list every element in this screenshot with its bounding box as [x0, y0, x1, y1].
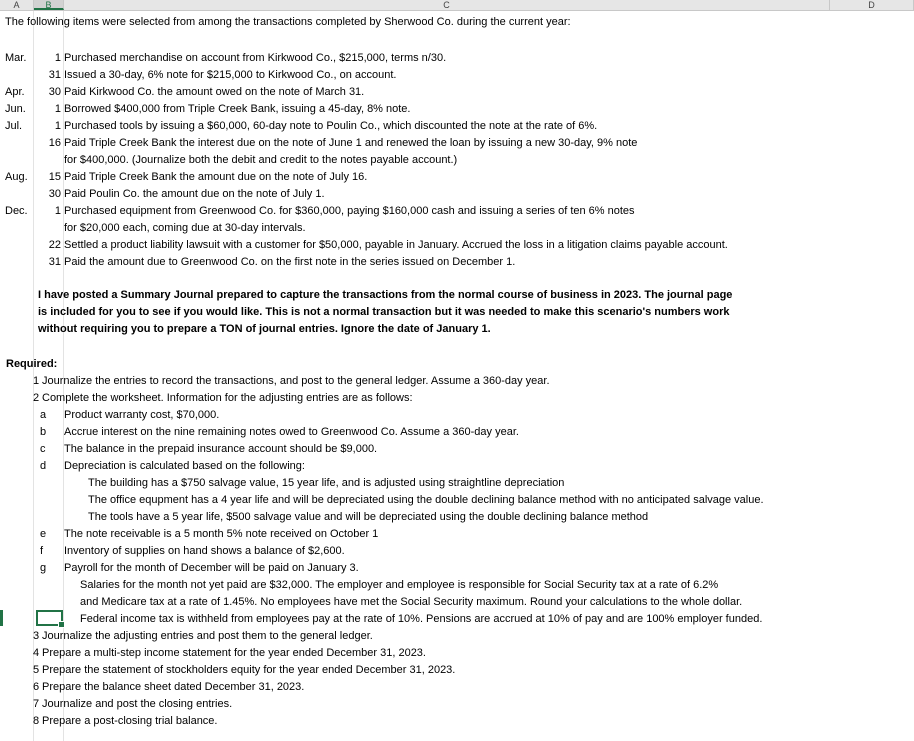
transaction-text: Purchased equipment from Greenwood Co. for $360,000, paying $160,000 cash and issuing a series of ten 6% notes	[64, 205, 635, 217]
adjustment-letter: d	[40, 460, 47, 472]
transaction-month: Dec.	[5, 205, 28, 217]
column-header-c[interactable]: C	[64, 0, 830, 10]
transaction-text: Paid Triple Creek Bank the interest due on the note of June 1 and renewed the loan by issuing a new 30-day, 9% note	[64, 137, 638, 149]
transaction-day: 1	[54, 52, 61, 64]
transaction-text: Borrowed $400,000 from Triple Creek Bank, issuing a 45-day, 8% note.	[64, 103, 411, 115]
transaction-text: Paid Poulin Co. the amount due on the note of July 1.	[64, 188, 325, 200]
step-text: Journalize the adjusting entries and post them to the general ledger.	[42, 630, 373, 642]
depreciation-detail: The building has a $750 salvage value, 15 year life, and is adjusted using straightline depreciation	[88, 477, 565, 489]
step-text: Prepare a multi-step income statement for the year ended December 31, 2023.	[42, 647, 426, 659]
adjustment-letter: a	[40, 409, 47, 421]
step-text: Complete the worksheet. Information for the adjusting entries are as follows:	[42, 392, 413, 404]
adjustment-text: The note receivable is a 5 month 5% note received on October 1	[64, 528, 379, 540]
adjustment-letter: f	[40, 545, 44, 557]
transaction-text: Paid the amount due to Greenwood Co. on the first note in the series issued on December 1.	[64, 256, 516, 268]
note-line: is included for you to see if you would like. This is not a normal transaction but it was needed to make this scenario's numbers work	[38, 306, 730, 318]
transaction-month: Apr.	[5, 86, 25, 98]
intro-text: The following items were selected from among the transactions completed by Sherwood Co. during the current year:	[5, 16, 571, 28]
transaction-day: 1	[54, 103, 61, 115]
transaction-day: 22	[48, 239, 61, 251]
transaction-month: Jun.	[5, 103, 26, 115]
transaction-text: Issued a 30-day, 6% note for $215,000 to Kirkwood Co., on account.	[64, 69, 397, 81]
transaction-month: Jul.	[5, 120, 23, 132]
transaction-day: 1	[54, 205, 61, 217]
active-cell-b[interactable]	[36, 610, 63, 626]
transaction-day: 31	[48, 256, 61, 268]
depreciation-detail: The tools have a 5 year life, $500 salvage value and will be depreciated using the double declining balance method	[88, 511, 649, 523]
step-text: Journalize the entries to record the transactions, and post to the general ledger. Assume a 360-day year.	[42, 375, 550, 387]
adjustment-text: Depreciation is calculated based on the following:	[64, 460, 305, 472]
step-number: 6	[33, 681, 40, 693]
adjustment-text: Inventory of supplies on hand shows a balance of $2,600.	[64, 545, 345, 557]
column-header-b[interactable]: B	[34, 0, 64, 10]
adjustment-letter: c	[40, 443, 46, 455]
adjustment-letter: g	[40, 562, 47, 574]
column-header-a[interactable]: A	[0, 0, 34, 10]
transaction-month: Mar.	[5, 52, 27, 64]
transaction-day: 1	[54, 120, 61, 132]
transaction-day: 30	[48, 188, 61, 200]
required-label: Required:	[6, 358, 58, 370]
transaction-day: 30	[48, 86, 61, 98]
adjustment-letter: b	[40, 426, 47, 438]
step-text: Prepare the statement of stockholders equity for the year ended December 31, 2023.	[42, 664, 456, 676]
transaction-day: 16	[48, 137, 61, 149]
depreciation-detail: The office equpment has a 4 year life and will be depreciated using the double declining balance method with no anticipated salvage value.	[88, 494, 764, 506]
transaction-text: for $400,000. (Journalize both the debit and credit to the notes payable account.)	[64, 154, 458, 166]
step-number: 5	[33, 664, 40, 676]
transaction-text: Purchased merchandise on account from Kirkwood Co., $215,000, terms n/30.	[64, 52, 447, 64]
column-header-bar	[0, 0, 914, 11]
transaction-text: Purchased tools by issuing a $60,000, 60-day note to Poulin Co., which discounted the note at the rate of 6%.	[64, 120, 598, 132]
step-text: Prepare the balance sheet dated December 31, 2023.	[42, 681, 305, 693]
step-text: Prepare a post-closing trial balance.	[42, 715, 218, 727]
transaction-text: Paid Triple Creek Bank the amount due on the note of July 16.	[64, 171, 368, 183]
transaction-text: Settled a product liability lawsuit with a customer for $50,000, payable in January. Accrued the loss in a litigation claims payable account.	[64, 239, 728, 251]
step-text: Journalize and post the closing entries.	[42, 698, 233, 710]
payroll-detail: Federal income tax is withheld from employees pay at the rate of 10%. Pensions are accrued at 10% of pay and are 100% employer funded.	[80, 613, 763, 625]
transaction-month: Aug.	[5, 171, 28, 183]
step-number: 1	[33, 375, 40, 387]
step-number: 3	[33, 630, 40, 642]
transaction-text: for $20,000 each, coming due at 30-day intervals.	[64, 222, 306, 234]
adjustment-letter: e	[40, 528, 47, 540]
step-number: 8	[33, 715, 40, 727]
payroll-detail: and Medicare tax at a rate of 1.45%. No employees have met the Social Security maximum. Round your calculations to the whole dollar.	[80, 596, 743, 608]
transaction-day: 15	[48, 171, 61, 183]
transaction-day: 31	[48, 69, 61, 81]
adjustment-text: Product warranty cost, $70,000.	[64, 409, 220, 421]
active-row-marker	[0, 610, 3, 626]
note-line: I have posted a Summary Journal prepared to capture the transactions from the normal course of business in 2023. The journal page	[38, 289, 733, 301]
adjustment-text: Accrue interest on the nine remaining notes owed to Greenwood Co. Assume a 360-day year.	[64, 426, 519, 438]
adjustment-text: Payroll for the month of December will be paid on January 3.	[64, 562, 359, 574]
transaction-text: Paid Kirkwood Co. the amount owed on the note of March 31.	[64, 86, 365, 98]
step-number: 2	[33, 392, 40, 404]
note-line: without requiring you to prepare a TON of journal entries. Ignore the date of January 1.	[38, 323, 491, 335]
step-number: 4	[33, 647, 40, 659]
payroll-detail: Salaries for the month not yet paid are $32,000. The employer and employee is responsible for Social Security tax at a rate of 6.2%	[80, 579, 719, 591]
column-header-d[interactable]: D	[830, 0, 914, 10]
adjustment-text: The balance in the prepaid insurance account should be $9,000.	[64, 443, 378, 455]
step-number: 7	[33, 698, 40, 710]
